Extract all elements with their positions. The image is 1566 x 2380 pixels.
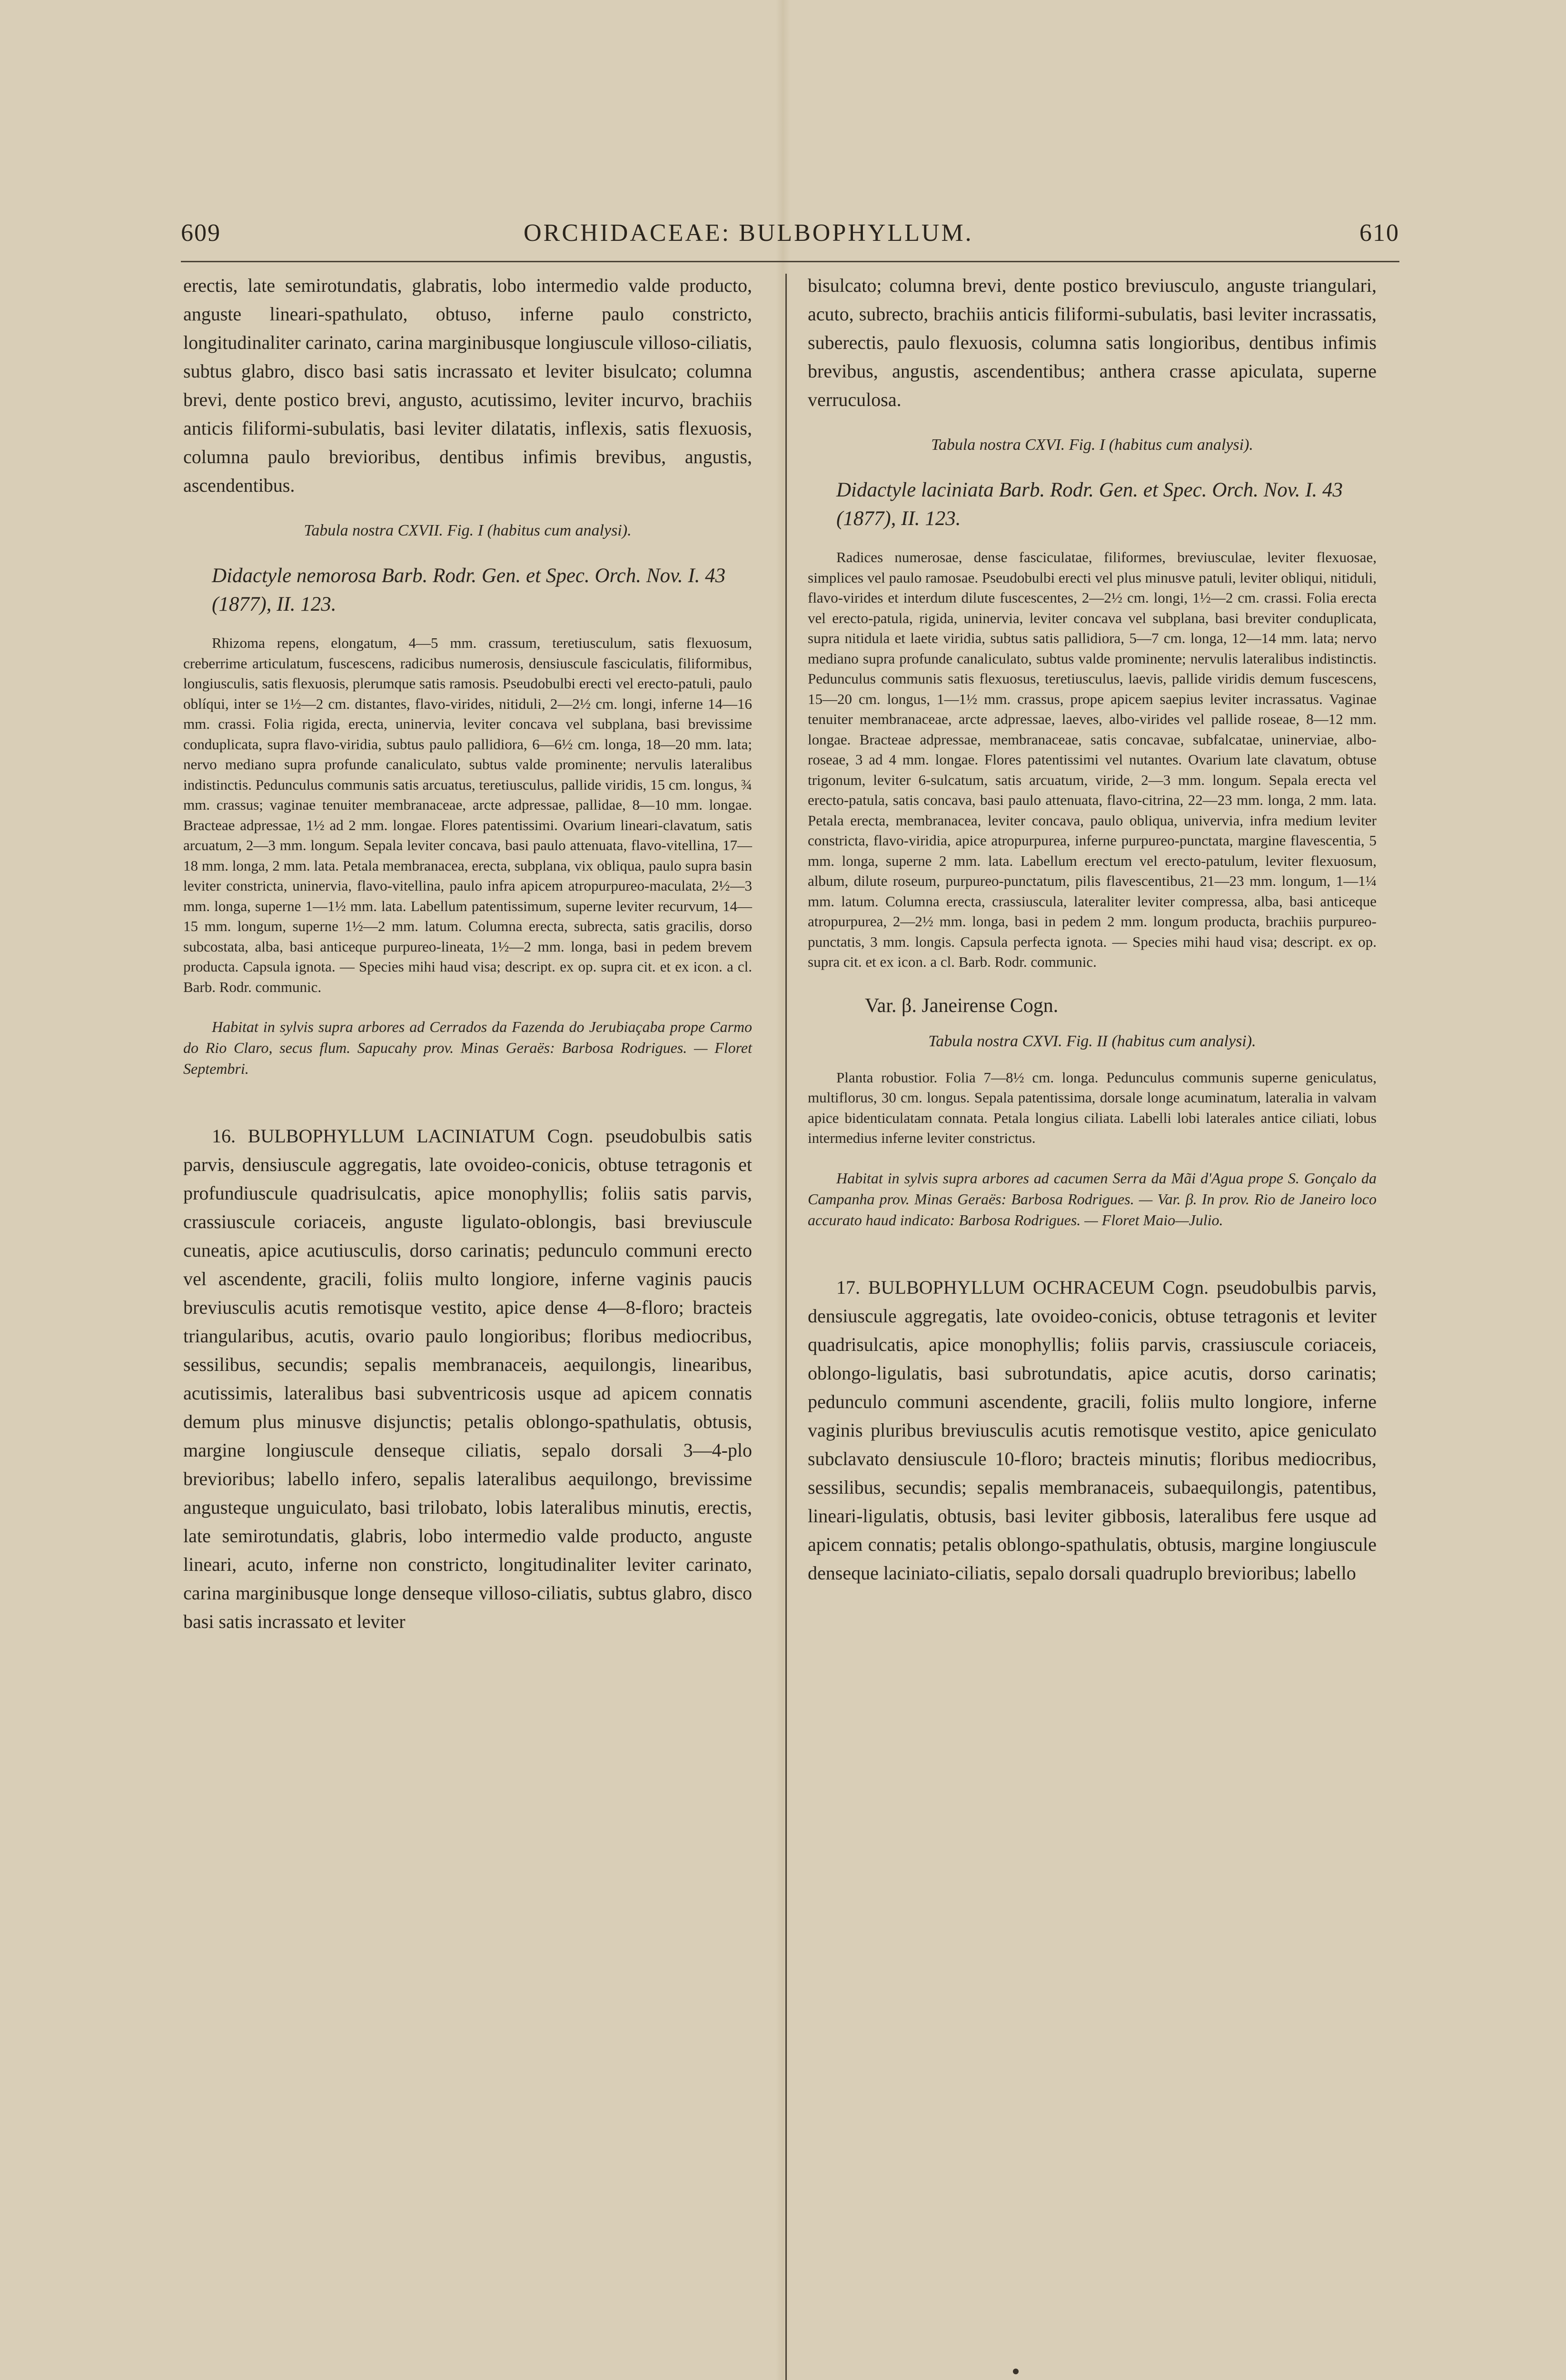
synonym-citation: Didactyle nemorosa Barb. Rodr. Gen. et Spec. Orch. Nov. I. 43 (1877), II. 123. <box>212 565 726 615</box>
running-title: ORCHIDACEAE: BULBOPHYLLUM. <box>524 219 973 247</box>
habitat-note: Habitat in sylvis supra arbores ad Cerrados da Fazenda do Jerubiaçaba prope Carmo do Rio Claro, secus flum. Sapucahy prov. Minas Geraës: Barbosa Rodrigues. — Floret Septembri. <box>183 1018 752 1077</box>
page-number-right: 610 <box>1359 219 1399 247</box>
plate-reference: Tabula nostra CXVI. Fig. I (habitus cum analysi). <box>931 436 1253 454</box>
book-spine-shadow <box>776 0 790 2380</box>
species-17-diagnosis: 17. BULBOPHYLLUM OCHRACEUM Cogn. pseudobulbis parvis, densiuscule aggregatis, late ovoideo-conicis, obtuse tetragonis et leviter quadrisulcatis, apice monophyllis; foliis parvis, crassiuscule coriaceis, oblongo-ligulatis, basi subrotundatis, apice acutis, dorso carinatis; pedunculo communi ascendente, gracili, foliis multo longiore, inferne vaginis pluribus breviusculis acutis remotisque vestito, apice geniculato subclavato densiuscule 10-floro; bracteis minutis; floribus mediocribus, sessilibus, secundis; sepalis membranaceis, subaequilongis, patentibus, lineari-ligulatis, obtusis, basi leviter gibbosis, lateralibus fere usque ad apicem connatis; petalis oblongo-spathulatis, obtusis, margine longiuscule denseque laciniato-ciliatis, sepalo dorsali quadruplo brevioribus; labello <box>808 1276 1377 1584</box>
species-16-diagnosis: 16. BULBOPHYLLUM LACINIATUM Cogn. pseudobulbis satis parvis, densiuscule aggregatis, late ovoideo-conicis, obtuse tetragonis et profundiuscule quadrisulcatis, apice monophyllis; foliis satis parvis, crassiuscule coriaceis, anguste ligulato-oblongis, basi breviuscule cuneatis, apice acutiusculis, dorso carinatis; pedunculo communi erecto vel ascendente, gracili, foliis multo longiore, inferne vaginis paucis breviusculis acutis remotisque vestito, apice dense 4—8-floro; bracteis triangularibus, acutis, ovario paulo longioribus; floribus mediocribus, sessilibus, secundis; sepalis membranaceis, aequilongis, linearibus, acutissimis, lateralibus basi subventricosis usque ad apicem connatis demum plus minusve disjunctis; petalis oblongo-spathulatis, obtusis, margine longiuscule denseque ciliatis, sepalo dorsali 3—4-plo brevioribus; labello infero, sepalis lateralibus aequilongo, brevissime angusteque unguiculato, basi trilobato, lobis lateralibus minutis, erectis, late semirotundatis, glabris, lobo intermedio valde producto, anguste lineari, acuto, inferne non constricto, longitudinaliter leviter carinato, carina marginibusque longe denseque villoso-ciliatis, subtus glabro, disco basi satis incrassato et leviter <box>183 1125 752 1632</box>
detailed-description: Rhizoma repens, elongatum, 4—5 mm. crassum, teretiusculum, satis flexuosum, creberrime articulatum, fuscescens, radicibus numerosis, densiuscule fasciculatis, filiformibus, longiusculis, satis flexuosis, plerumque satis ramosis. Pseudobulbi erecti vel erecto-patuli, paulo oblíqui, inter se 1½—2 cm. distantes, flavo-virides, nitiduli, 2—2½ cm. longi, inferne 14—16 mm. crassi. Folia rigida, erecta, uninervia, leviter concava vel subplana, basi brevissime conduplicata, supra flavo-viridia, subtus paulo pallidiora, 6—6½ cm. longa, 18—20 mm. lata; nervo mediano supra profunde canaliculato, subtus valde prominente; nervulis lateralibus indistinctis. Pedunculus communis satis arcuatus, teretiusculus, pallide viridis, 15 cm. longus, ¾ mm. crassus; vaginae tenuiter membranaceae, arcte adpressae, pallidae, 8—10 mm. longae. Bracteae adpressae, 1½ ad 2 mm. longae. Flores patentissimi. Ovarium lineari-clavatum, satis arcuatum, 2—3 mm. longum. Sepala leviter concava, basi paulo attenuata, flavo-vitellina, 17—18 mm. longa, 2 mm. lata. Petala membranacea, erecta, subplana, vix obliqua, paulo supra basin leviter constricta, uninervia, flavo-vitellina, paulo infra apicem atropurpureo-maculata, 2½—3 mm. longa, superne 1—1½ mm. lata. Labellum patentissimum, superne leviter recurvum, 14—15 mm. longum, superne 1½—2 mm. latum. Columna erecta, subrecta, satis gracilis, dorso subcostata, alba, basi anticeque purpureo-lineata, 1½—2 mm. longa, basi in pedem brevem producta. Capsula ignota. — Species mihi haud visa; descript. ex op. supra cit. et ex icon. a cl. Barb. Rodr. communic. <box>183 635 752 995</box>
column-divider <box>785 274 787 2380</box>
variety-heading: Var. β. Janeirense Cogn. <box>865 994 1059 1017</box>
variety-description: Planta robustior. Folia 7—8½ cm. longa. Pedunculus communis superne geniculatus, multiflorus, 30 cm. longus. Sepala patentissima, dorsale longe acuminatum, lateralia in valvam apice bidenticulatam connata. Petala longius ciliata. Labelli lobi laterales antice ciliati, lobus intermedius inferne leviter constrictus. <box>808 1069 1377 1146</box>
right-column <box>808 271 1377 1587</box>
ink-speck <box>1013 2369 1019 2374</box>
page-number-left: 609 <box>181 219 221 247</box>
continued-description: erectis, late semirotundatis, glabratis, lobo intermedio valde producto, anguste lineari-spathulato, obtuso, inferne paulo constricto, longitudinaliter carinato, carina marginibusque longiuscule villoso-ciliatis, subtus glabro, disco basi satis incrassato et leviter bisulcato; columna brevi, dente postico brevi, angusto, acutissimo, leviter incurvo, brachiis anticis filiformi-subulatis, basi leviter dilatatis, inflexis, satis flexuosis, columna paulo brevioribus, dentibus infimis brevibus, angustis, ascendentibus. <box>183 275 752 496</box>
left-column <box>183 271 752 1636</box>
header-rule <box>181 261 1399 262</box>
synonym-citation: Didactyle laciniata Barb. Rodr. Gen. et Spec. Orch. Nov. I. 43 (1877), II. 123. <box>836 479 1343 530</box>
plate-reference: Tabula nostra CXVII. Fig. I (habitus cum analysi). <box>304 522 632 539</box>
continued-description: bisulcato; columna brevi, dente postico breviusculo, anguste triangulari, acuto, subrecto, brachiis anticis filiformi-subulatis, basi leviter incrassatis, suberectis, paulo flexuosis, columna satis longioribus, dentibus infimis brevibus, angustis, ascendentibus; anthera crasse apiculata, superne verruculosa. <box>808 275 1377 410</box>
plate-reference-variety: Tabula nostra CXVI. Fig. II (habitus cum analysi). <box>928 1032 1256 1050</box>
detailed-description: Radices numerosae, dense fasciculatae, filiformes, breviusculae, leviter flexuosae, simplices vel paulo ramosae. Pseudobulbi erecti vel plus minusve patuli, leviter obliqui, nitiduli, flavo-virides et interdum dilute fuscescentes, 2—2½ cm. longi, 1½—2 cm. crassi. Folia erecta vel erecto-patula, rigida, uninervia, leviter concava vel subplana, basi breviter conduplicata, supra nitidula et laete viridia, subtus satis pallidiora, 5—7 cm. longa, 12—14 mm. lata; nervo mediano supra profunde canaliculato, subtus valde prominente; nervulis lateralibus indistinctis. Pedunculus communis satis flexuosus, teretiusculus, laevis, pallide viridis demum fuscescens, 15—20 cm. longus, 1—1½ mm. crassus, prope apicem saepius leviter incrassatus. Vaginae tenuiter membranaceae, arcte adpressae, laeves, albo-virides vel pallide roseae, 8—12 mm. longae. Bracteae adpressae, membranaceae, satis concavae, subfalcatae, uninerviae, albo-roseae, 3 ad 4 mm. longae. Flores patentissimi vel nutantes. Ovarium late clavatum, obtuse trigonum, leviter 6-sulcatum, satis arcuatum, viride, 2—3 mm. longum. Sepala erecta vel erecto-patula, satis concava, basi paulo attenuata, flavo-citrina, 22—23 mm. longa, 2 mm. lata. Petala erecta, membranacea, leviter concava, paulo obliqua, univervia, infra medium leviter constricta, flavo-viridia, apice atropurpurea, inferne purpureo-punctata, margine flavescentia, 5 mm. longa, superne 2 mm. lata. Labellum erectum vel erecto-patulum, leviter flexuosum, album, dilute roseum, purpureo-punctatum, pilis flavescentibus, 21—23 mm. longum, 1—1¼ mm. latum. Columna erecta, crassiuscula, lateraliter leviter compressa, alba, basi anticeque atropurpurea, 2—2½ mm. longa, basi in pedem 2 mm. longum producta, brachiis purpureo-punctatis, 3 mm. longis. Capsula perfecta ignota. — Species mihi haud visa; descript. ex op. supra cit. et ex icon. a cl. Barb. Rodr. communic. <box>808 549 1377 970</box>
habitat-note: Habitat in sylvis supra arbores ad cacumen Serra da Mãi d'Agua prope S. Gonçalo da Campanha prov. Minas Geraës: Barbosa Rodrigues. — Var. β. In prov. Rio de Janeiro loco accurato haud indicato: Barbosa Rodrigues. — Floret Maio—Julio. <box>808 1169 1377 1229</box>
running-header <box>181 219 1399 252</box>
